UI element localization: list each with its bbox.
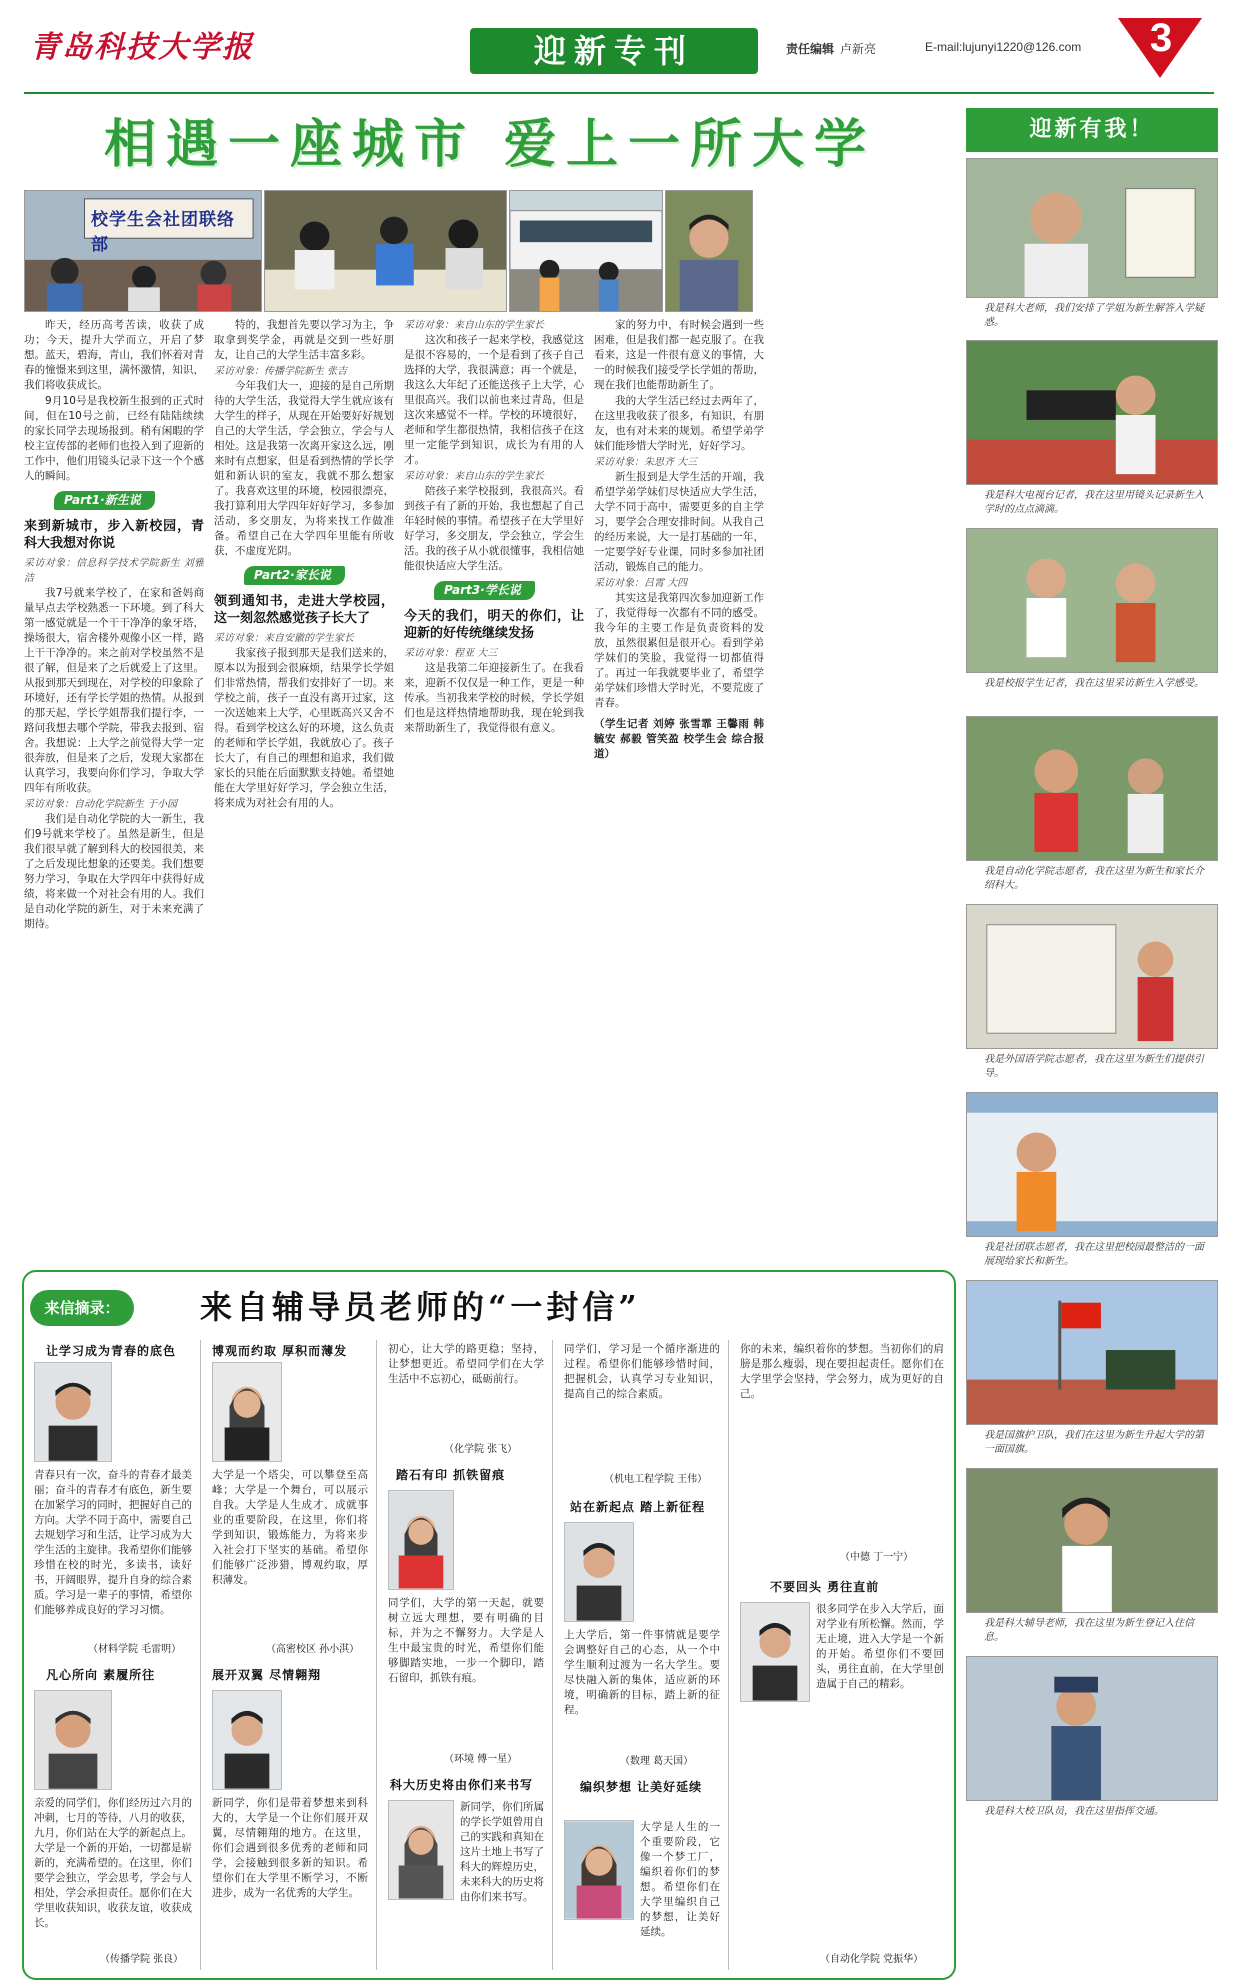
letter-body-continued [740, 1710, 944, 1950]
column-divider [200, 1340, 201, 1970]
letter-body: 青春只有一次，奋斗的青春才最美丽；奋斗的青春才有底色，新生要在加紧学习的同时，把握好自己的方向。大学不同于高中，需要自己去规划学习和生活，让学习成为大学生活的主旋律。我希望你们能够珍惜在校的时光，多读书，读好书，开阔眼界，提升自身的综合素质。学习是一辈子的事情，希望你们能够养成良好的学习习惯。 [34, 1469, 192, 1616]
article-column-1 [24, 318, 204, 1263]
part1-byline-2: 采访对象：自动化学院新生 于小园 [24, 799, 178, 810]
letter-body: 很多同学在步入大学后，面对学业有所松懈。然而，学无止境，进入大学是一个新的开始。希望你们不要回头，勇往直前，在大学里创造属于自己的精彩。 [816, 1603, 944, 1690]
photo-bus-arrivals [509, 190, 663, 312]
letter-title: 踏石有印 抓铁留痕 [396, 1468, 506, 1482]
editor-email: E-mail:lujunyi1220@126.com [925, 40, 1082, 54]
part3-title: 今天的我们，明天的你们，让迎新的好传统继续发扬 [404, 609, 584, 641]
part3-tag: Part3·学长说 [434, 581, 535, 600]
sidebar-title: 迎新有我！ [966, 108, 1218, 152]
section-banner: 迎新专刊 [470, 28, 758, 74]
portrait-photo [564, 1820, 634, 1920]
part2-text: 我家孩子报到那天是我们送来的，原本以为报到会很麻烦，结果学长学姐们非常热情，帮我们安排好了一切。来学校之前，孩子一直没有离开过家，这一次送她来上大学，心里既高兴又舍不得。看到学校这么好的环境，这么负责的老师和学长学姐，我就放心了。孩子长大了，有自己的理想和追求，我们做家长的只能在后面默默支持她。希望她能在大学里好好学习，学会独立生活，将来成为对社会有用的人。 [214, 647, 394, 809]
col2-text-2: 今年我们大一，迎接的是自己所期待的大学生活，我觉得大学生就应该有大学生的样子，从现在开始要好好规划自己的大学生活，学会独立，学会与人相处。这是我第一次离开家这么远，刚来时有点想家，但是看到热情的学长学姐和新认识的室友，我就不那么想家了。我喜欢这里的环境，校园很漂亮，我打算利用大学四年好好学习，多参加活动，多交朋友，为将来找工作做准备。希望自己在大学四年里能有所收获，不虚度光阴。 [214, 380, 394, 557]
letter-body: 新同学，你们所属的学长学姐曾用自己的实践和真知在这片土地上书写了科大的辉煌历史，未来科大的历史将由你们来书写。 [460, 1801, 544, 1903]
letter-body: 同学们，大学的第一天起，就要树立远大理想，要有明确的目标，并为之不懈努力。大学是人生中最宝贵的时光，希望你们能够脚踏实地，一步一个脚印，踏石留印，抓铁有痕。 [388, 1597, 544, 1684]
letter-signature: （机电工程学院 王伟） [604, 1474, 708, 1485]
page-headline: 相遇一座城市 爱上一所大学 [103, 115, 877, 175]
letter-body: 亲爱的同学们，你们经历过六月的冲刺，七月的等待，八月的收获，九月，你们站在大学的新起点上。大学是一个新的开始，一切都是崭新的，充满希望的。在这里，你们要学会独立，学会思考，学会与人相处，学会承担责任。愿你们在大学里收获知识，收获友谊，收获成长。 [34, 1797, 192, 1929]
sidebar-photo-3 [966, 528, 1218, 673]
letter-title: 编织梦想 让美好延续 [580, 1780, 703, 1794]
article-column-3 [404, 318, 584, 1263]
letter-body: 你的未来，编织着你的梦想。当初你们的肩膀是那么瘦弱，现在要担起责任。愿你们在大学里学会坚持，学会努力，成为更好的自己。 [740, 1343, 944, 1400]
column-divider [376, 1340, 377, 1970]
part1-byline: 采访对象：信息科学技术学院新生 刘雅洁 [24, 558, 204, 584]
col4-text-1: 家的努力中，有时候会遇到一些困难，但是我们都一起克服了。在我看来，这是一件很有意义的事情，大一的时候我们接受学长学姐的帮助，现在我们也能帮助新生了。 [594, 319, 764, 391]
col3-byline: 采访对象：来自山东的学生家长 [404, 320, 544, 331]
editor-label: 责任编辑 [786, 42, 835, 56]
editor-info [786, 40, 876, 57]
letter-title: 博观而约取 厚积而薄发 [212, 1344, 348, 1358]
letter-body: 同学们，学习是一个循序渐进的过程。希望你们能够珍惜时间，把握机会，认真学习专业知识，提高自己的综合素质。 [564, 1343, 720, 1400]
letter-body: 新同学，你们是带着梦想来到科大的，大学是一个让你们展开双翼，尽情翱翔的地方。在这里，你们会遇到很多优秀的老师和同学，会接触到很多新的知识。希望你们在大学里不断学习，不断进步，成为一名优秀的大学生。 [212, 1797, 368, 1899]
letter-title: 凡心所向 素履所往 [46, 1668, 156, 1682]
column-divider [728, 1340, 729, 1970]
col3-byline-2: 采访对象：来自山东的学生家长 [404, 471, 544, 482]
sidebar-photo-5 [966, 904, 1218, 1049]
letter-signature: （化学院 张飞） [444, 1444, 518, 1455]
column-divider [552, 1340, 553, 1970]
sidebar-photo-6 [966, 1092, 1218, 1237]
masthead-rule [24, 92, 1214, 94]
sidebar-caption-4: 我是自动化学院志愿者，我在这里为新生和家长介绍科大。 [984, 866, 1204, 891]
editor-name: 卢新亮 [840, 42, 877, 56]
portrait-photo [34, 1362, 112, 1462]
photo-banner-text: 校学生会社团联络部 [91, 210, 235, 255]
letters-tag: 来信摘录： [30, 1290, 134, 1326]
portrait-photo [212, 1362, 282, 1462]
sidebar-welcome [966, 108, 1218, 1983]
portrait-photo [34, 1690, 112, 1790]
col2-text-1: 特的，我想首先要以学习为主，争取拿到奖学金，再就是交到一些好朋友，让自己的大学生活丰富多彩。 [214, 319, 394, 361]
letter-title: 科大历史将由你们来书写 [390, 1778, 534, 1792]
photo-parent-smiling [665, 190, 753, 312]
part1-text: 我7号就来学校了，在家和爸妈商量早点去学校熟悉一下环境。到了科大第一感觉就是一个干干净净的象牙塔，操场很大，宿舍楼外观像小区一样，路上干干净净的。来之前对学校虽然不是很了解，但是来了之后就爱上了这里。从报到那天到现在，对学校的印象除了环境好，还有学长学姐的热情。从报到的那天起，学长学姐帮我们提行李，一路问我想去哪个学院，带我去报到、宿舍。我想说：上大学之前觉得大学一定很奔放，但是来了之后，发现大家都在认真学习，我要向你们学习，争取大学四年有所收获。 [24, 587, 204, 794]
photo-students-writing [264, 190, 507, 312]
col3-text-1: 这次和孩子一起来学校，我感觉这是很不容易的，一个是看到了孩子自己选择的大学，我很满意；再一个就是，我这么大年纪了还能送孩子上大学，心里很高兴。我们以前也来过青岛，但是这次来感觉不一样。学校的环境很好，老师和学生都很热情，我相信孩子在这里一定能学到知识，成长为有用的人才。 [404, 334, 584, 466]
part2-tag: Part2·家长说 [244, 566, 345, 585]
part1-tag: Part1·新生说 [54, 491, 155, 510]
portrait-photo [212, 1690, 282, 1790]
article-intro: 昨天，经历高考苦读，收获了成功；今天，提升大学而立，开启了梦想。蓝天，碧海，青山，我们怀着对青春的憧憬来到这里，满怀激情，知识，我们将收获成长。 [24, 319, 204, 391]
sidebar-photo-2 [966, 340, 1218, 485]
sidebar-photo-7 [966, 1280, 1218, 1425]
letter-signature: （数理 葛天国） [620, 1756, 694, 1767]
part1-text-2: 我们是自动化学院的大一新生，我们9号就来学校了。虽然是新生，但是我们很早就了解到科大的校园很美，来了之后发现比想象的还要美。我们想要努力学习，争取在大学四年中获得好成绩，将来做一个对社会有用的人。我们是自动化学院的新生，对于未来充满了期待。 [24, 813, 204, 930]
portrait-photo [388, 1490, 454, 1590]
part2-title: 领到通知书，走进大学校园，这一刻忽然感觉孩子长大了 [214, 594, 394, 626]
letter-signature: （环境 傅一星） [444, 1754, 518, 1765]
article-column-2 [214, 318, 394, 1263]
letter-body: 上大学后，第一件事情就是要学会调整好自己的心态，从一个中学生顺利过渡为一名大学生。要尽快融入新的集体，适应新的环境，明确新的目标，踏上新的征程。 [564, 1629, 720, 1716]
portrait-photo [740, 1602, 810, 1702]
letter-title: 让学习成为青春的底色 [46, 1344, 177, 1358]
sidebar-caption-8: 我是科大辅导老师，我在这里为新生登记入住信息。 [984, 1618, 1194, 1643]
sidebar-photo-9 [966, 1656, 1218, 1801]
letter-body: 大学是一个塔尖，可以攀登至高峰；大学是一个舞台，可以展示自我。大学是人生成才、成就事业的重要阶段，在这里，你们将学到知识，锻炼能力，为将来步入社会打下坚实的基础。希望你们能够广泛涉猎，博观约取，厚积薄发。 [212, 1469, 368, 1586]
letter-body: 初心，让大学的路更稳；坚持，让梦想更近。希望同学们在大学生活中不忘初心，砥砺前行。 [388, 1343, 544, 1385]
sidebar-caption-9: 我是科大校卫队员，我在这里指挥交通。 [984, 1806, 1164, 1817]
photo-registration-desk [24, 190, 262, 312]
article-intro-2: 9月10号是我校新生报到的正式时间，但在10号之前，已经有陆陆续续的家长同学去现场报到。稍有闲暇的学校主宣传部的老师们也投入到了迎新的工作中，他们用镜头记录下这一个个感人的瞬间。 [24, 395, 204, 482]
sidebar-photo-8 [966, 1468, 1218, 1613]
sidebar-caption-7: 我是国旗护卫队，我们在这里为新生升起大学的第一面国旗。 [984, 1430, 1204, 1455]
sidebar-caption-2: 我是科大电视台记者，我在这里用镜头记录新生入学时的点点滴滴。 [984, 490, 1204, 515]
sidebar-caption-3: 我是校报学生记者，我在这里采访新生入学感受。 [984, 678, 1204, 689]
sidebar-photo-4 [966, 716, 1218, 861]
letters-title: 来自辅导员老师的“一封信” [200, 1288, 641, 1326]
col3-text-2: 陪孩子来学校报到，我很高兴。看到孩子有了新的开始，我也想起了自己年轻时候的事情。希望孩子在大学里好好学习，多交朋友，学会独立，学会生活。我的孩子从小就很懂事，我相信她能很快适应大学生活。 [404, 485, 584, 572]
portrait-photo [388, 1800, 454, 1900]
sidebar-caption-5: 我是外国语学院志愿者，我在这里为新生们提供引导。 [984, 1054, 1204, 1079]
letter-title: 不要回头 勇往直前 [770, 1580, 880, 1594]
letter-signature: （高密校区 孙小淇） [266, 1644, 360, 1655]
part3-text: 这是我第二年迎接新生了。在我看来，迎新不仅仅是一种工作，更是一种传承。当初我来学校的时候，学长学姐们也是这样热情地帮助我，现在轮到我来帮助新生了，我觉得很有意义。 [404, 662, 584, 734]
part2-byline: 采访对象：来自安徽的学生家长 [214, 633, 354, 644]
letter-signature: （材料学院 毛雷明） [88, 1644, 182, 1655]
sidebar-photo-1 [966, 158, 1218, 298]
article-credit: （学生记者 刘婷 张雪霏 王馨雨 韩毓安 郝毅 管笑盈 校学生会 综合报道） [594, 718, 764, 760]
col4-text-2: 我的大学生活已经过去两年了，在这里我收获了很多，有知识，有朋友，也有对未来的规划。希望学弟学妹们能珍惜大学时光，好好学习。 [594, 395, 764, 452]
sidebar-caption-6: 我是社团联志愿者，我在这里把校园最整洁的一面展现给家长和新生。 [984, 1242, 1204, 1267]
letter-body: 大学是人生的一个重要阶段，它像一个梦工厂，编织着你们的梦想。希望你们在大学里编织自己的梦想，让美好延续。 [640, 1821, 720, 1938]
letter-signature: （自动化学院 党振华） [820, 1954, 924, 1965]
col4-text-3: 新生报到是大学生活的开端，我希望学弟学妹们尽快适应大学生活，大学不同于高中，需要更多的自主学习，要学会合理安排时间。从我自己的经历来说，大一是打基础的一年，一定要学好专业课，同时多参加社团活动，锻炼自己的能力。 [594, 471, 764, 573]
letter-signature: （中德 丁一宁） [840, 1552, 914, 1563]
col2-byline: 采访对象：传播学院新生 张吉 [214, 366, 348, 377]
part1-title: 来到新城市，步入新校园，青科大我想对你说 [24, 519, 204, 551]
page-number: 3 [1149, 16, 1173, 60]
article-column-4 [594, 318, 764, 1263]
portrait-photo [564, 1522, 634, 1622]
newspaper-name: 青岛科技大学报 [30, 30, 254, 65]
masthead [0, 0, 1236, 100]
col4-byline: 采访对象：朱思齐 大三 [594, 457, 698, 468]
sidebar-caption-1: 我是科大老师，我们安排了学姐为新生解答入学疑惑。 [984, 303, 1204, 328]
letter-title: 站在新起点 踏上新征程 [570, 1500, 706, 1514]
part3-byline: 采访对象：程亚 大三 [404, 648, 498, 659]
letter-title: 展开双翼 尽情翱翔 [212, 1668, 322, 1682]
col4-text-4: 其实这是我第四次参加迎新工作了，我觉得每一次都有不同的感受。我今年的主要工作是负责资料的发放，虽然很累但是很开心。看到学弟学妹们的笑脸，我觉得一切都值得了。再过一年我就要毕业了，希望学弟学妹们珍惜大学时光，不要荒废了青春。 [594, 592, 764, 709]
letter-signature: （传播学院 张良） [100, 1954, 184, 1965]
col4-byline-2: 采访对象：吕霄 大四 [594, 578, 688, 589]
